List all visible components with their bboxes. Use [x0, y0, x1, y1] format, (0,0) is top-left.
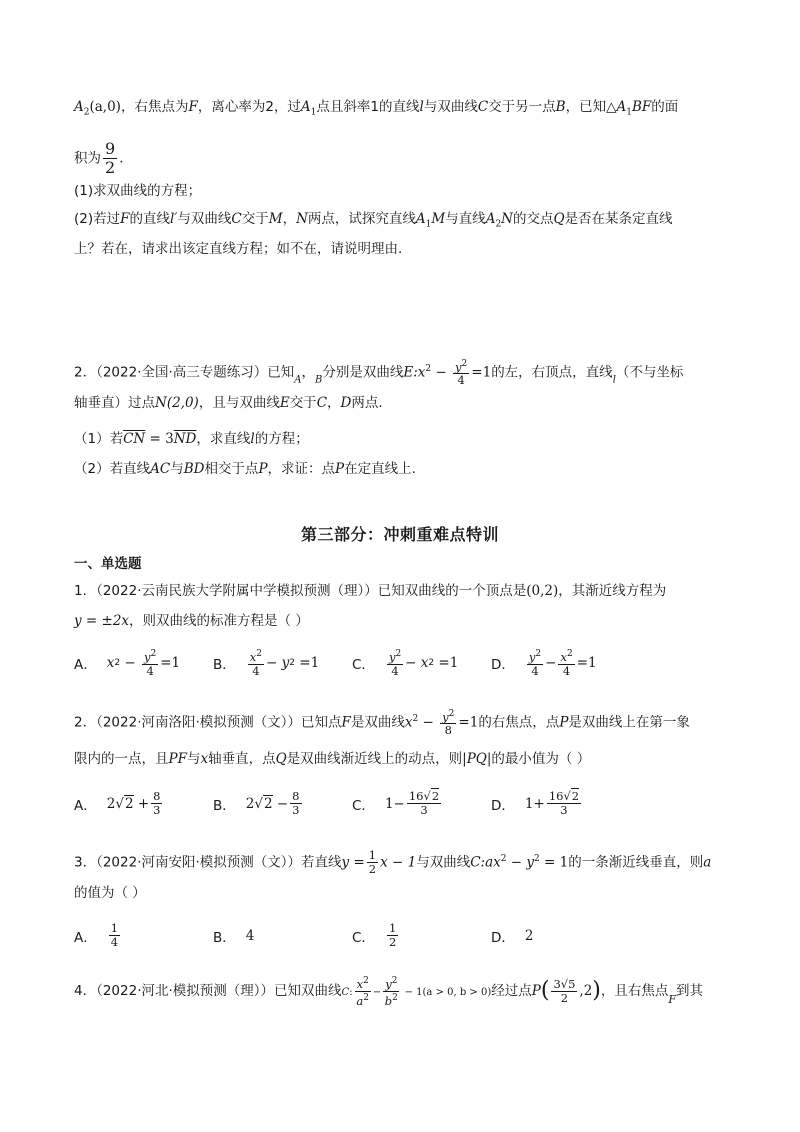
area-fraction: $\frac{9}{2}$	[105, 139, 116, 177]
question-1-line-1: 1．（2022·云南民族大学附属中学模拟预测（理））已知双曲线的一个顶点是(0,2)，其渐近线方程为	[74, 583, 667, 599]
sub-question-1: (1)求双曲线的方程；	[74, 183, 202, 199]
option-d[interactable]: D． 1+ $\frac{16√2}{3}$	[491, 789, 580, 817]
option-b[interactable]: B． 4	[213, 927, 255, 946]
problem-2-part-2: （2）若直线AC与BD相交于点P，求证：点P在定直线上.	[74, 461, 416, 477]
question-3-options	[74, 922, 630, 949]
question-3-line-1: 3．（2022·河南安阳·模拟预测（文））若直线y = $\frac{1}{2}$ x − 1与双曲线$C:ax^2 - y^2 = 1$的一条渐近线垂直，则a	[74, 848, 712, 876]
question-3-line-2: 的值为（ ）	[74, 885, 146, 901]
option-a[interactable]: A． $\frac{1}{4}$	[74, 921, 119, 949]
problem-2-line-1: 2．（2022·全国·高三专题练习）已知$_A$，$_B$分别是双曲线$E:x^2$ − $\frac{y^2}{4}$ =1的左，右顶点，直线$_l$（不与坐标	[74, 358, 684, 388]
section-subtitle: 一、单选题	[74, 556, 142, 572]
option-d[interactable]: D． $\frac{y^2}{4}$ − $\frac{x^2}{4}$ =1	[491, 649, 597, 678]
problem-2-part-1: （1）若$\overline{CN} = 3\overline{ND}$，求直线l的方程；	[74, 431, 309, 447]
math-a2: A	[74, 99, 84, 115]
question-1-line-2: y = ±2x，则双曲线的标准方程是（ ）	[74, 613, 309, 629]
option-b[interactable]: B． $\frac{x^2}{4}$ − y 2 =1	[213, 649, 320, 678]
question-1-options	[74, 648, 630, 678]
continued-line-1: $A_2(a,0)$，右焦点为F，离心率为2，过$A_1$点且斜率1的直线l与双曲线C交于另一点B，已知$\triangle A_1BF$的面	[74, 99, 679, 118]
question-4-line-1: 4．（2022·河北·模拟预测（理））已知双曲线C: $\frac{x^2}{a^2}$ − $\frac{y^2}{b^2}$ − 1(a > 0, b > 0)经过点P( $\frac{3√5}{2}$ ,2)，且右焦点$_F$到其	[74, 975, 704, 1008]
continued-line-2: 积为 $\frac{9}{2}$ .	[74, 139, 124, 177]
option-a[interactable]: A． x 2 − $\frac{y^2}{4}$ =1	[74, 649, 181, 678]
question-2-line-2: 限内的一点，且PF与x轴垂直，点Q是双曲线渐近线上的动点，则|PQ|的最小值为（ ）	[74, 751, 591, 767]
option-c[interactable]: C． $\frac{y^2}{4}$ − x 2 =1	[352, 649, 459, 678]
section-title: 第三部分：冲刺重难点特训	[300, 525, 499, 544]
sub-question-2-line-2: 上？若在，请求出该定直线方程；如不在，请说明理由.	[74, 241, 403, 257]
sub-question-2-line-1: (2)若过F的直线l′与双曲线C交于M，N两点，试探究直线$A_1M$与直线$A_2N$的交点Q是否在某条定直线	[74, 211, 673, 230]
option-b[interactable]: B． 2√2 − $\frac{8}{3}$	[213, 789, 300, 817]
question-2-line-1: 2．（2022·河南洛阳·模拟预测（文））已知点F是双曲线$x^2$ − $\frac{y^2}{8}$ =1的右焦点，点P是双曲线上在第一象	[74, 708, 690, 738]
question-2-options	[74, 790, 630, 817]
option-c[interactable]: C． $\frac{1}{2}$	[352, 921, 397, 949]
problem-2-line-2: 轴垂直）过点N(2,0)，且与双曲线E交于C，D两点.	[74, 395, 383, 411]
option-d[interactable]: D． 2	[491, 927, 534, 946]
option-a[interactable]: A． 2√2 + $\frac{8}{3}$	[74, 789, 161, 817]
option-c[interactable]: C． 1− $\frac{16√2}{3}$	[352, 789, 440, 817]
